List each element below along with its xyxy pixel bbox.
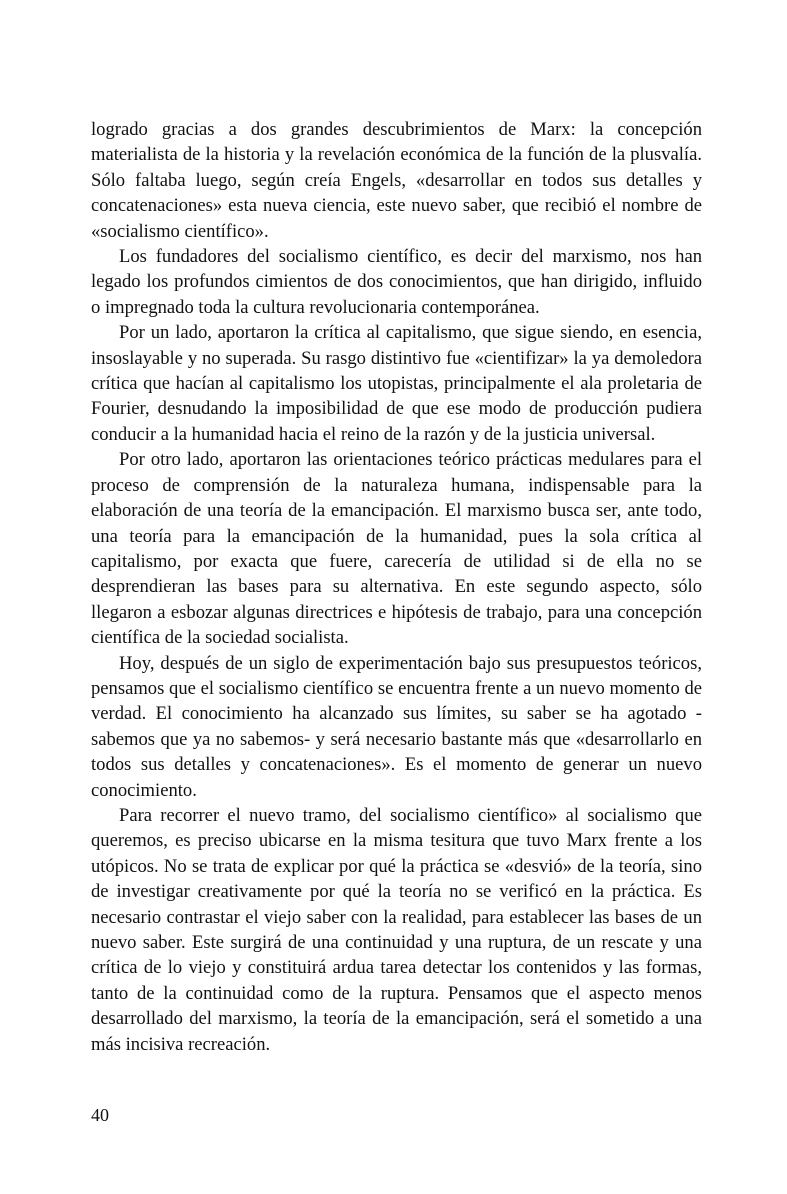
paragraph: Para recorrer el nuevo tramo, del socialismo científico» al socialismo que queremos, es preciso ubicarse en la misma tesitura que tuvo Marx frente a los utópicos. No se trata de explicar por qué la práctica se «desvió» de la teoría, sino de investigar creativamente por qué la teoría no se verificó en la práctica. Es necesario contrastar el viejo saber con la realidad, para establecer las bases de un nuevo saber. Este surgirá de una continuidad y una ruptura, de un rescate y una crítica de lo viejo y constituirá ardua tarea detectar los contenidos y las formas, tanto de la continuidad como de la ruptura. Pensamos que el aspecto menos desarrollado del marxismo, la teoría de la emancipación, será el sometido a una más incisiva recreación. [91,804,702,1055]
paragraph-continuation: logrado gracias a dos grandes descubrimientos de Marx: la concepción materialista de la historia y la revelación económica de la función de la plusvalía. Sólo faltaba luego, según creía Engels, «desarrollar en todos sus detalles y concatenaciones» esta nueva ciencia, este nuevo saber, que recibió el nombre de «socialismo científico». [91,119,702,242]
page-number: 40 [91,1105,109,1125]
paragraph: Por un lado, aportaron la crítica al capitalismo, que sigue siendo, en esencia, insoslayable y no superada. Su rasgo distintivo fue «cientifizar» la ya demoledora crítica que hacían al capitalismo los utopistas, principalmente el ala proletaria de Fourier, desnudando la imposibilidad de que ese modo de producción pudiera conducir a la humanidad hacia el reino de la razón y de la justicia universal. [91,322,702,445]
page-body [91,117,702,1057]
paragraph: Los fundadores del socialismo científico, es decir del marxismo, nos han legado los profundos cimientos de dos conocimientos, que han dirigido, influido o impregnado toda la cultura revolucionaria contemporánea. [91,246,702,318]
paragraph: Por otro lado, aportaron las orientaciones teórico prácticas medulares para el proceso de comprensión de la naturaleza humana, indispensable para la elaboración de una teoría de la emancipación. El marxismo busca ser, ante todo, una teoría para la emancipación de la humanidad, pues la sola crítica al capitalismo, por exacta que fuere, carecería de utilidad si de ella no se desprendieran las bases para su alternativa. En este segundo aspecto, sólo llegaron a esbozar algunas directrices e hipótesis de trabajo, para una concepción científica de la sociedad socialista. [91,449,702,649]
paragraph: Hoy, después de un siglo de experimentación bajo sus presupuestos teóricos, pensamos que el socialismo científico se encuentra frente a un nuevo momento de verdad. El conocimiento ha alcanzado sus límites, su saber se ha agotado -sabemos que ya no sabemos- y será necesario bastante más que «desarrollarlo en todos sus detalles y concatenaciones». Es el momento de generar un nuevo conocimiento. [91,652,702,801]
